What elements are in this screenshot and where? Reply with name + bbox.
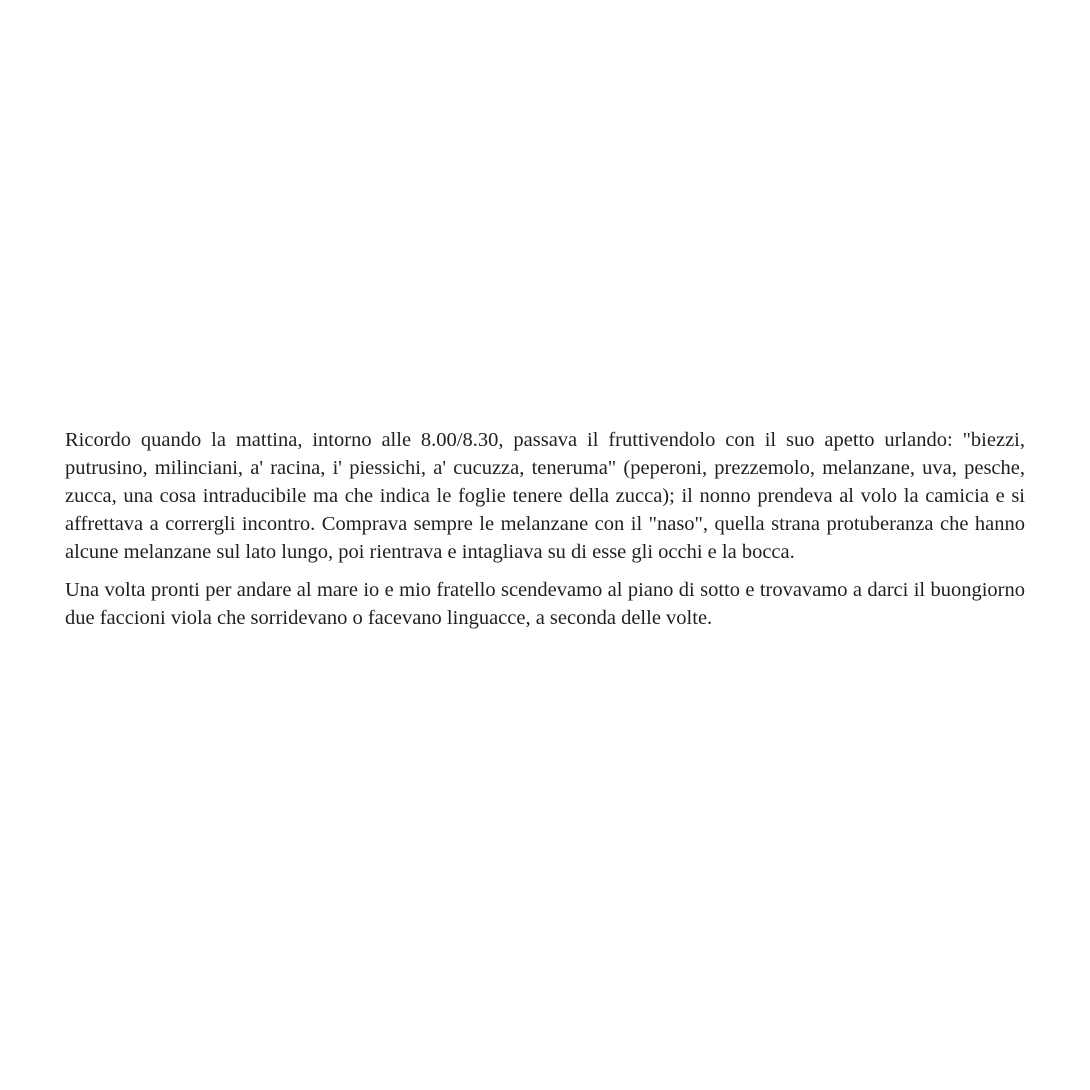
paragraph-1: Ricordo quando la mattina, intorno alle 8.00/8.30, passava il fruttivendolo con il suo apetto urlando: "biezzi, putrusino, milinciani, a' racina, i' piessichi, a' cucuzza, teneruma" (peperoni, prezzemolo, melanzane, uva, pesche, zucca, una cosa intraducibile ma che indica le foglie tenere della zucca); il nonno prendeva al volo la camicia e si affrettava a corrergli incontro. Comprava sempre le melanzane con il "naso", quella strana protuberanza che hanno alcune melanzane sul lato lungo, poi rientrava e intagliava su di esse gli occhi e la bocca.: [65, 429, 1025, 563]
document-body: [65, 426, 1025, 632]
paragraph-2: Una volta pronti per andare al mare io e mio fratello scendevamo al piano di sotto e trovavamo a darci il buongiorno due faccioni viola che sorridevano o facevano linguacce, a seconda delle volte.: [65, 579, 1025, 629]
